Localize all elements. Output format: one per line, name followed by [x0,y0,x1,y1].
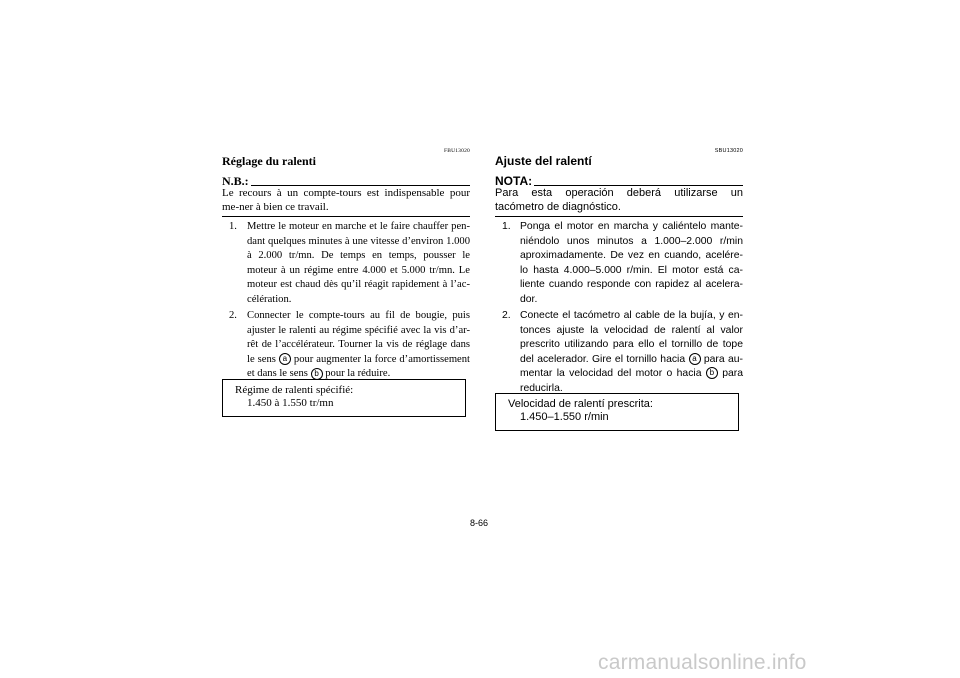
spec-value: 1.450 à 1.550 tr/mn [247,397,334,409]
note-text: Le recours à un compte-tours est indispensable pour me-ner à bien ce travail. [222,187,470,213]
section-code: FBU13020 [443,148,470,154]
circled-b-marker: b [706,367,718,379]
step-number: 2. [229,310,237,321]
page-number: 8-66 [470,518,489,528]
note-end-divider [495,216,743,217]
step-text: Mettre le moteur en marche et le faire chauffer pen-dant quelques minutes à une vitesse d’environ 1.000 à 2.000 tr/mn. De temps en temps, pousser le moteur à un régime entre 4.000 et 5.000 tr/mn. Le moteur est chaud dès qu’il réagit rapidement à l’ac-célération. [247,221,470,305]
section-title: Réglage du ralenti [222,154,316,168]
step-text: pour augmenter la force d’amortissement et dans le sens [247,353,470,379]
watermark: carmanualsonline.info [598,651,807,674]
spec-label: Régime de ralenti spécifié: [235,384,354,396]
note-text: Para esta operación deberá utilizarse un tacómetro de diagnóstico. [495,187,743,213]
step-number: 2. [502,310,511,321]
step-item [229,220,470,307]
spec-box [495,393,739,431]
note-label: N.B.: [222,174,249,188]
step-text: Ponga el motor en marcha y caliéntelo mante-niéndolo unos minutos a 1.000–2.000 r/min aproximadamente. De vez en cuando, acelére-lo hasta 4.000–5.000 r/min. El motor está ca-liente cuando responde con rapidez al acelera-dor. [520,221,743,305]
step-item [502,220,743,307]
step-text: para au-mentar la velocidad del motor o hacia [520,353,743,379]
circled-b-marker: b [311,368,323,380]
section-title: Ajuste del ralentí [495,154,592,168]
step-text: Conecte el tacómetro al cable de la bujía, y en-tonces ajuste la velocidad de ralentí al valor prescrito utilizando para ello el tornillo de tope del acelerador. Gire el tornillo hacia [520,310,743,365]
spec-label: Velocidad de ralentí prescrita: [508,398,653,410]
step-number: 1. [502,221,511,232]
step-text: para reducirla. [520,368,743,394]
step-list [502,220,743,398]
spec-box [222,379,466,417]
spec-value: 1.450–1.550 r/min [520,411,609,423]
step-item [502,309,743,396]
circled-a-marker: a [279,353,291,365]
note-label: NOTA: [495,174,533,188]
step-list [229,220,470,384]
step-item [229,309,470,382]
step-number: 1. [229,221,237,232]
step-text: Connecter le compte-tours au fil de bougie, puis ajuster le ralenti au régime spécifié avec la vis d’ar-rêt de l’accélérateur. Tourner la vis de réglage dans le sens [247,310,470,365]
step-text: pour la réduire. [325,368,391,379]
section-code: SBU13020 [714,148,743,154]
note-end-divider [222,216,470,217]
circled-a-marker: a [689,353,701,365]
